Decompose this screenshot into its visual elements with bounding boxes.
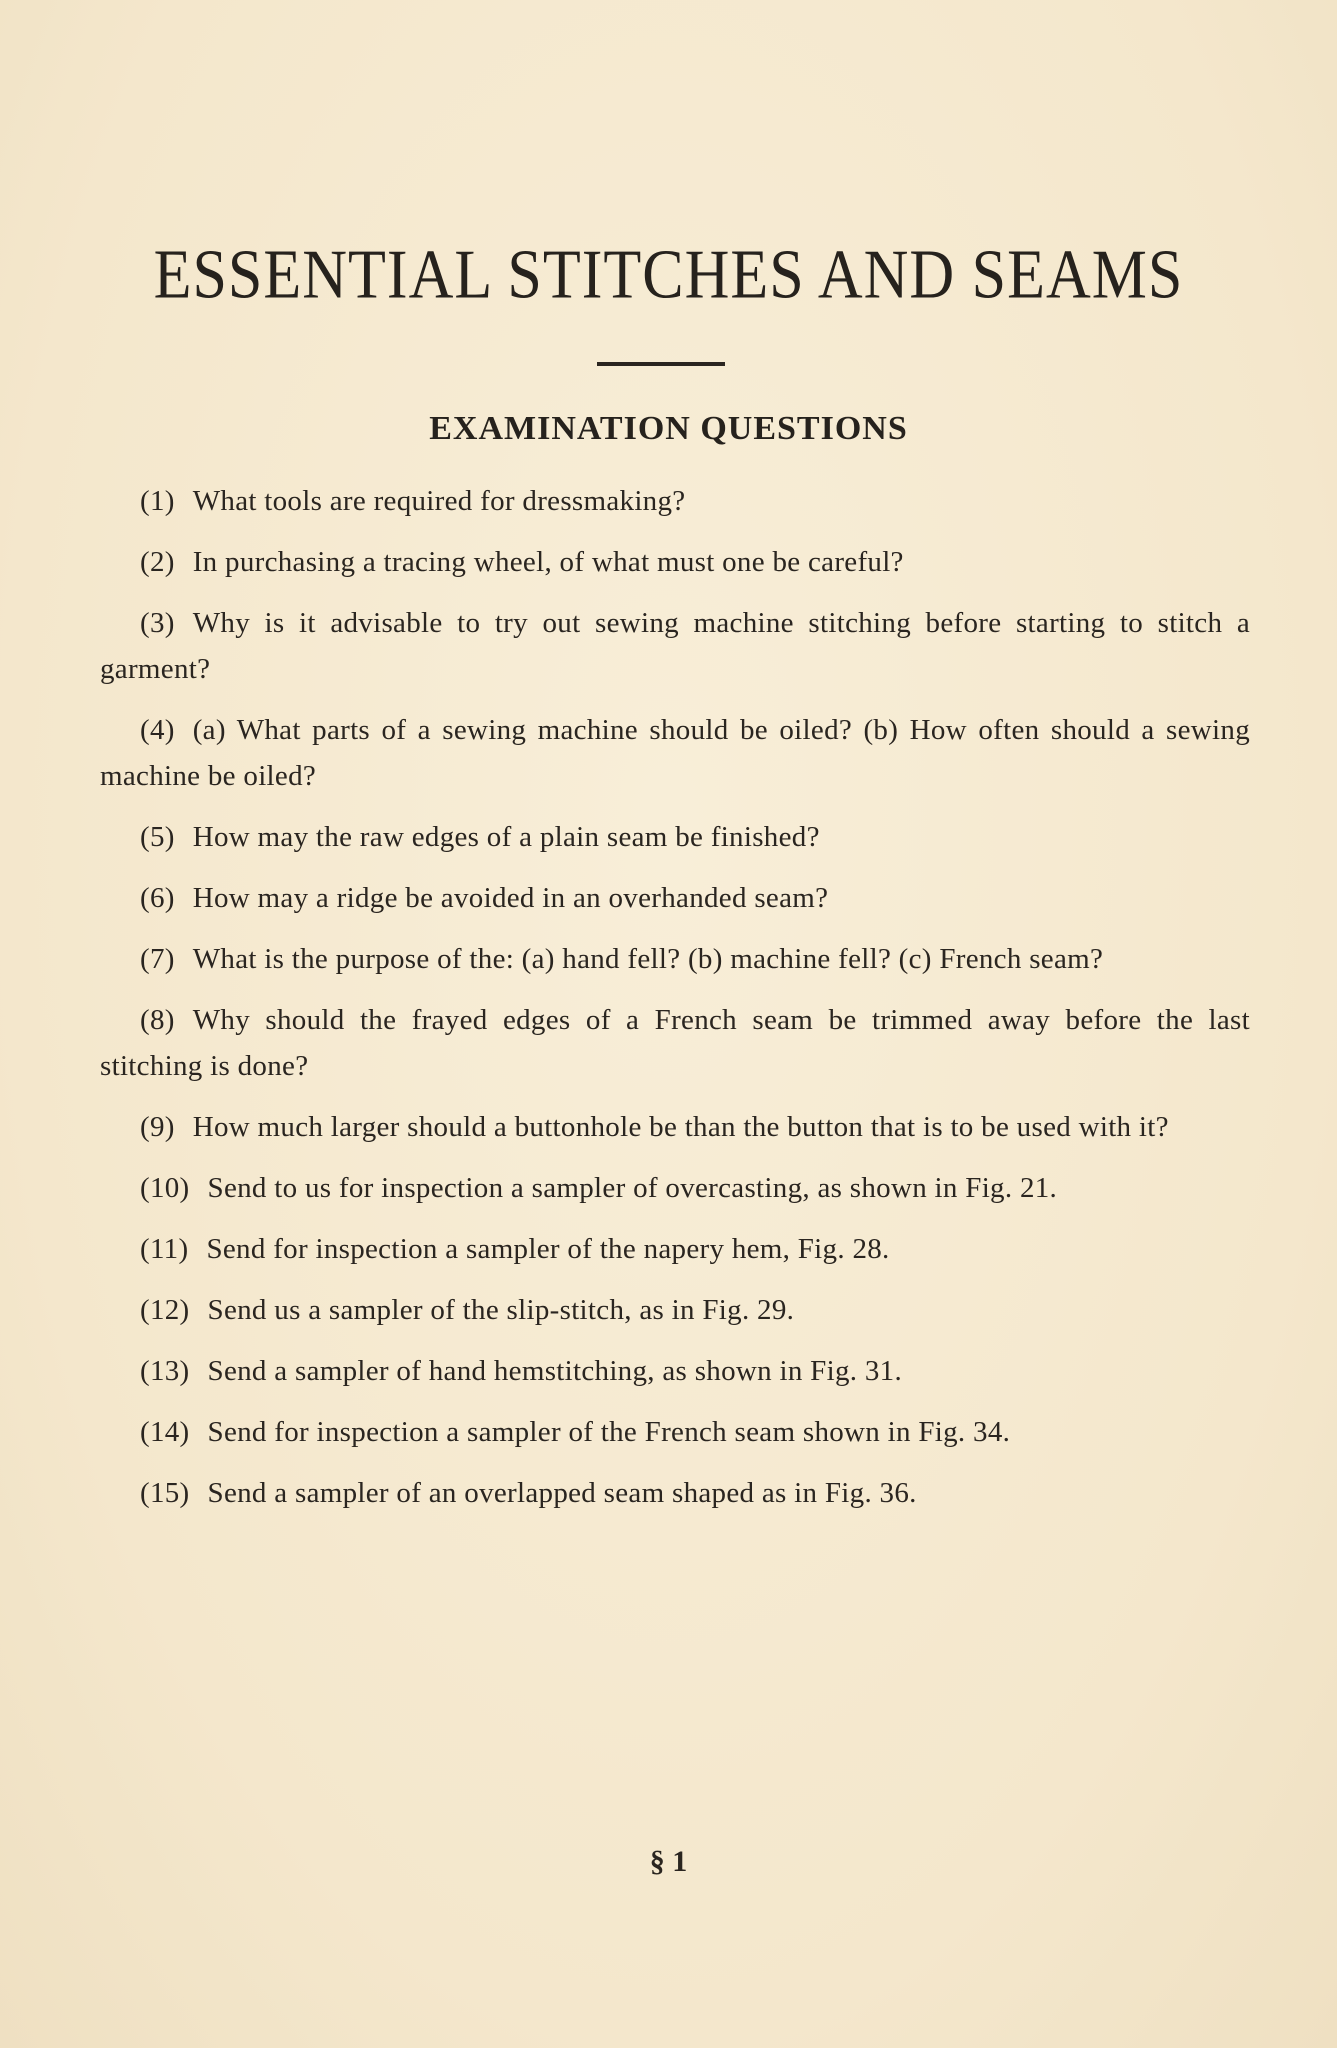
question-text: Why should the frayed edges of a French seam be trimmed away before the last stitching is done? (100, 1004, 1250, 1082)
title-divider-rule (597, 362, 725, 366)
page-title: ESSENTIAL STITCHES AND SEAMS (153, 236, 1184, 314)
question-text: What is the purpose of the: (a) hand fell? (b) machine fell? (c) French seam? (192, 943, 1104, 975)
question-number: (7) (140, 943, 175, 975)
question-item (100, 600, 1250, 692)
question-item (100, 478, 1250, 524)
question-item (100, 1165, 1250, 1211)
question-text: How may the raw edges of a plain seam be finished? (192, 821, 820, 853)
question-item (100, 936, 1250, 982)
question-item (100, 1348, 1250, 1394)
question-item (100, 1409, 1250, 1455)
question-text: Send a sampler of hand hemstitching, as shown in Fig. 31. (207, 1355, 903, 1387)
question-number: (11) (140, 1233, 189, 1265)
question-item (100, 539, 1250, 585)
question-text: Send for inspection a sampler of the napery hem, Fig. 28. (206, 1233, 890, 1265)
question-number: (15) (140, 1477, 190, 1509)
question-item (100, 875, 1250, 921)
question-text: How much larger should a buttonhole be than the button that is to be used with it? (192, 1111, 1169, 1143)
question-number: (8) (140, 1004, 175, 1036)
question-item (100, 1226, 1250, 1272)
question-item (100, 1104, 1250, 1150)
question-item (100, 707, 1250, 799)
question-number: (4) (140, 714, 175, 746)
question-item (100, 997, 1250, 1089)
question-number: (1) (140, 485, 175, 517)
question-number: (6) (140, 882, 175, 914)
question-number: (9) (140, 1111, 175, 1143)
question-item (100, 1470, 1250, 1516)
question-text: Send to us for inspection a sampler of overcasting, as shown in Fig. 21. (207, 1172, 1058, 1204)
page-folio: § 1 (649, 1845, 688, 1878)
question-text: Send a sampler of an overlapped seam shaped as in Fig. 36. (207, 1477, 917, 1509)
section-heading: EXAMINATION QUESTIONS (429, 410, 908, 447)
question-text: Send for inspection a sampler of the French seam shown in Fig. 34. (207, 1416, 1011, 1448)
question-text: (a) What parts of a sewing machine should be oiled? (b) How often should a sewing machine be oiled? (100, 714, 1250, 792)
question-text: Send us a sampler of the slip-stitch, as in Fig. 29. (207, 1294, 795, 1326)
question-number: (13) (140, 1355, 190, 1387)
question-item (100, 1287, 1250, 1333)
question-item (100, 814, 1250, 860)
question-text: What tools are required for dressmaking? (192, 485, 686, 517)
question-number: (5) (140, 821, 175, 853)
question-number: (10) (140, 1172, 190, 1204)
question-number: (12) (140, 1294, 190, 1326)
question-list (100, 478, 1250, 1531)
question-text: Why is it advisable to try out sewing machine stitching before starting to stitch a garment? (100, 607, 1250, 685)
question-text: In purchasing a tracing wheel, of what must one be careful? (192, 546, 904, 578)
question-text: How may a ridge be avoided in an overhanded seam? (192, 882, 829, 914)
question-number: (2) (140, 546, 175, 578)
question-number: (14) (140, 1416, 190, 1448)
question-number: (3) (140, 607, 175, 639)
